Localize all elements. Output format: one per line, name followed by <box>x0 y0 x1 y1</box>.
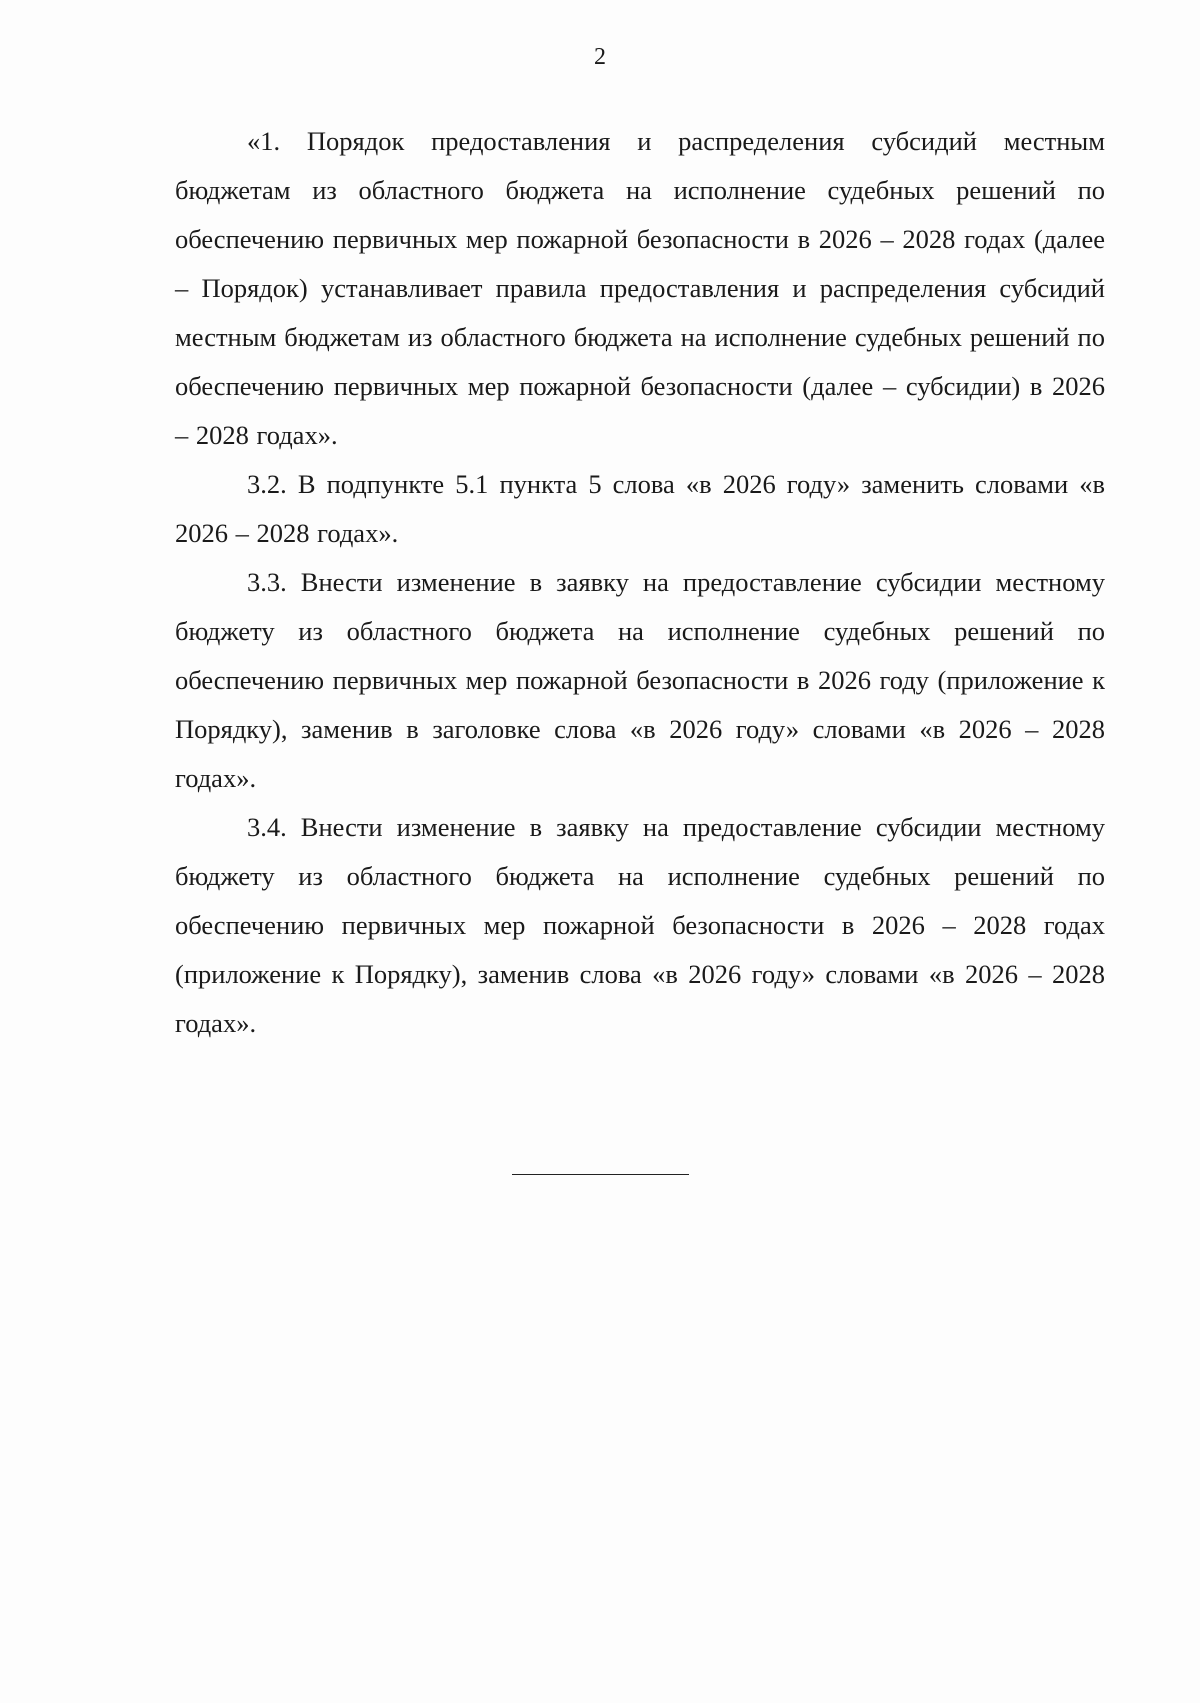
page-number: 2 <box>594 44 606 70</box>
paragraph-3-3: 3.3. Внести изменение в заявку на предоставление субсидии местному бюджету из областного бюджета на исполнение судебных решений по обеспечению первичных мер пожарной безопасности в 2026 году (приложение к Порядку), заменив в заголовке слова «в 2026 году» словами «в 2026 – 2028 годах». <box>175 567 1105 793</box>
document-body <box>175 117 1105 1048</box>
paragraph-3-4: 3.4. Внести изменение в заявку на предоставление субсидии местному бюджету из областного бюджета на исполнение судебных решений по обеспечению первичных мер пожарной безопасности в 2026 – 2028 годах (приложение к Порядку), заменив слова «в 2026 году» словами «в 2026 – 2028 годах». <box>175 812 1105 1038</box>
paragraph-1: «1. Порядок предоставления и распределения субсидий местным бюджетам из областного бюджета на исполнение судебных решений по обеспечению первичных мер пожарной безопасности в 2026 – 2028 годах (далее – Порядок) устанавливает правила предоставления и распределения субсидий местным бюджетам из областного бюджета на исполнение судебных решений по обеспечению первичных мер пожарной безопасности (далее – субсидии) в 2026 – 2028 годах». <box>175 126 1105 450</box>
end-of-text-rule <box>512 1174 689 1175</box>
paragraph-3-2: 3.2. В подпункте 5.1 пункта 5 слова «в 2026 году» заменить словами «в 2026 – 2028 годах». <box>175 469 1105 548</box>
